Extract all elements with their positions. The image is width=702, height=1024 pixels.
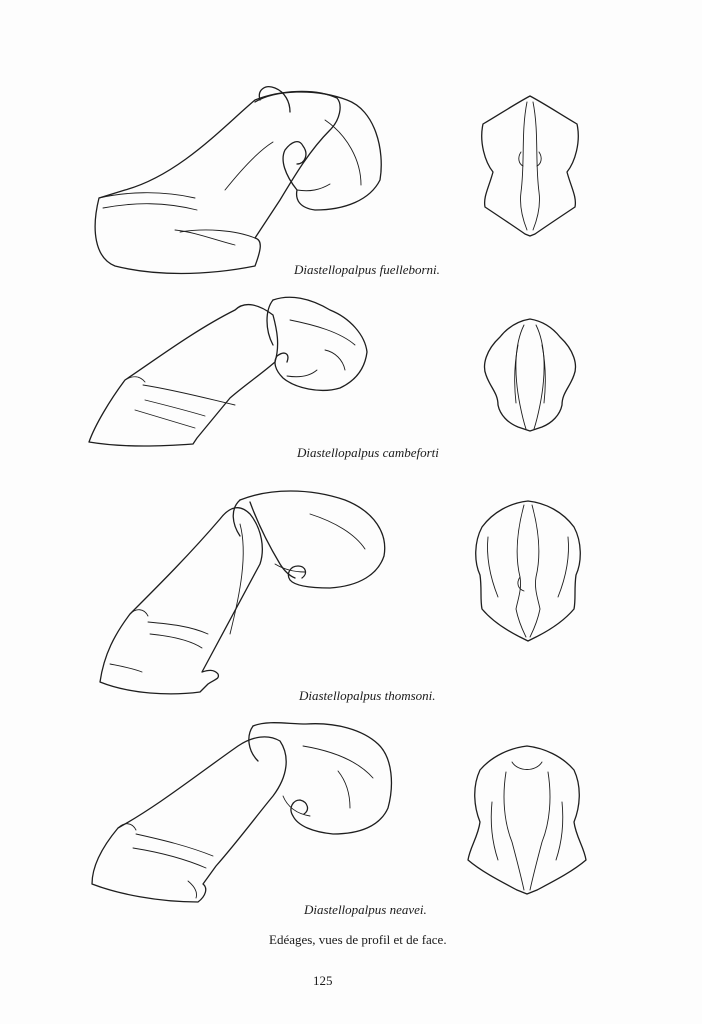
aedeagus-face-drawing-1 <box>475 92 585 242</box>
aedeagus-face-drawing-3 <box>468 497 588 647</box>
aedeagus-profile-drawing-2 <box>85 290 375 465</box>
figure-caption-4: Diastellopalpus neavei. <box>304 902 427 917</box>
figure-caption-1: Diastellopalpus fuelleborni. <box>294 262 440 277</box>
aedeagus-face-drawing-4 <box>462 742 592 902</box>
page-number: 125 <box>313 973 333 988</box>
plate-legend: Edéages, vues de profil et de face. <box>269 932 447 947</box>
aedeagus-profile-drawing-1 <box>85 80 395 280</box>
figure-caption-2: Diastellopalpus cambeforti <box>297 445 439 460</box>
aedeagus-profile-drawing-3 <box>90 484 390 704</box>
figure-caption-3: Diastellopalpus thomsoni. <box>299 688 436 703</box>
aedeagus-face-drawing-2 <box>478 315 583 435</box>
aedeagus-profile-drawing-4 <box>88 716 398 916</box>
